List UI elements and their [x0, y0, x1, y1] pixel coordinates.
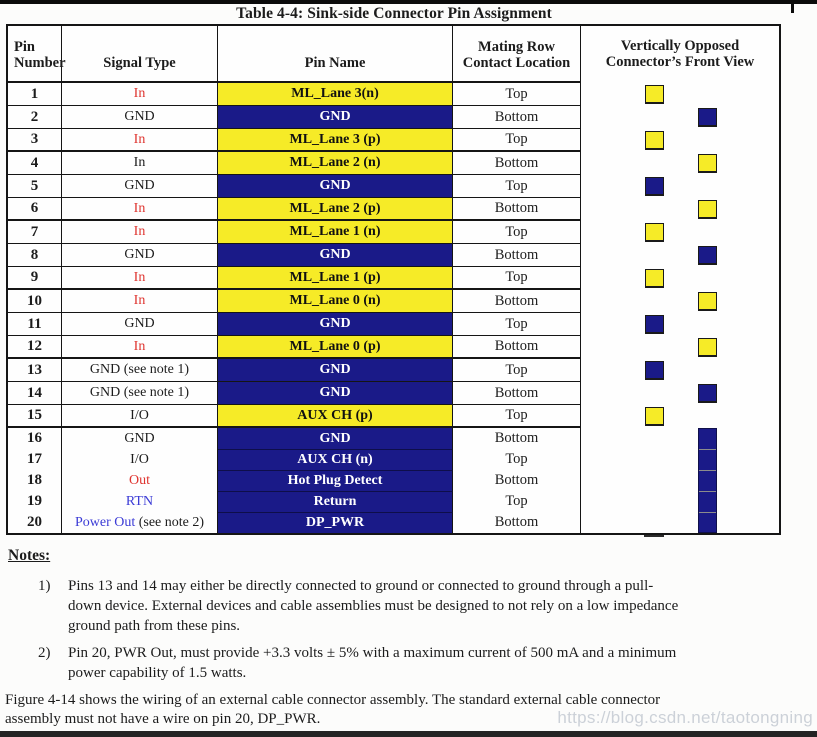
contact-square-right	[698, 200, 717, 219]
header-pin-name: Pin Name	[218, 26, 453, 81]
pin-number-cell: 19	[8, 491, 62, 512]
pin-number-cell: 7	[8, 221, 62, 243]
contact-square-left	[645, 177, 664, 196]
signal-type-cell: GND	[62, 175, 218, 197]
pin-number-cell: 14	[8, 382, 62, 404]
pin-number-cell: 17	[8, 449, 62, 470]
table-row	[8, 382, 581, 405]
table-row	[8, 198, 581, 221]
signal-type-cell: GND (see note 1)	[62, 382, 218, 404]
signal-type-cell: Power Out (see note 2)	[62, 512, 218, 533]
mating-row-cell: Top	[453, 491, 581, 512]
mating-row-cell: Bottom	[453, 106, 581, 128]
note-2-number: 2)	[38, 645, 51, 661]
table-row	[8, 175, 581, 198]
signal-type-cell: In	[62, 290, 218, 312]
pin-number-cell: 18	[8, 470, 62, 491]
signal-type-cell: I/O	[62, 405, 218, 426]
table-row	[8, 512, 581, 533]
contact-bar-pins-16-20	[698, 428, 717, 533]
table-row	[8, 221, 581, 244]
pin-name-cell: ML_Lane 2 (n)	[218, 152, 453, 174]
signal-type-cell: In	[62, 336, 218, 357]
pin-number-cell: 5	[8, 175, 62, 197]
pin-assignment-table	[6, 24, 781, 535]
mating-row-cell: Bottom	[453, 198, 581, 219]
pin-name-cell: Return	[218, 491, 453, 512]
table-row	[8, 336, 581, 359]
table-row	[8, 267, 581, 290]
contact-square-left	[645, 85, 664, 104]
note-1-text: Pins 13 and 14 may either be directly connected to ground or connected to ground through a pull- down device. External devices and cable assemblies must be designed to not rely on a low impedance ground path from these pins.	[68, 578, 679, 634]
pin-number-cell: 11	[8, 313, 62, 335]
pin-number-cell: 2	[8, 106, 62, 128]
table-row	[8, 491, 581, 512]
pin-name-cell: ML_Lane 3(n)	[218, 83, 453, 105]
contact-square-left	[645, 361, 664, 380]
pin-name-cell: Hot Plug Detect	[218, 470, 453, 491]
pin-name-cell: ML_Lane 3 (p)	[218, 129, 453, 150]
pin-name-cell: GND	[218, 175, 453, 197]
signal-type-cell: Out	[62, 470, 218, 491]
note-1	[38, 576, 788, 636]
pin-name-cell: GND	[218, 359, 453, 381]
table-row	[8, 106, 581, 129]
pin-number-cell: 3	[8, 129, 62, 150]
contact-square-right	[698, 108, 717, 127]
contact-square-left	[645, 407, 664, 426]
video-frame-artifact	[791, 0, 794, 13]
pin-number-cell: 20	[8, 512, 62, 533]
signal-type-cell: I/O	[62, 449, 218, 470]
video-frame-top-bar	[0, 0, 817, 4]
pin-number-cell: 16	[8, 428, 62, 449]
view-column-bottom-dash	[644, 535, 664, 537]
table-rows	[8, 83, 581, 533]
note-2-text: Pin 20, PWR Out, must provide +3.3 volts ± 5% with a maximum current of 500 mA and a minimum power capability of 1.5 watts.	[68, 645, 677, 681]
table-row	[8, 449, 581, 470]
table-row	[8, 290, 581, 313]
contact-square-right	[698, 338, 717, 357]
pin-number-cell: 13	[8, 359, 62, 381]
signal-type-cell: In	[62, 221, 218, 243]
connector-front-view	[581, 26, 779, 533]
table-row	[8, 428, 581, 449]
mating-row-cell: Bottom	[453, 428, 581, 449]
contact-square-left	[645, 269, 664, 288]
mating-row-cell: Top	[453, 221, 581, 243]
pin-name-cell: GND	[218, 313, 453, 335]
mating-row-cell: Bottom	[453, 336, 581, 357]
figure-caption-paragraph: Figure 4-14 shows the wiring of an external cable connector assembly. The standard external cable connector assembly must not have a wire on pin 20, DP_PWR.	[5, 692, 661, 727]
pin-number-cell: 15	[8, 405, 62, 426]
contact-square-right	[698, 154, 717, 173]
mating-row-cell: Top	[453, 129, 581, 150]
table-row	[8, 129, 581, 152]
pin-number-cell: 8	[8, 244, 62, 266]
signal-type-cell: GND	[62, 428, 218, 449]
table-row	[8, 405, 581, 428]
mating-row-cell: Top	[453, 359, 581, 381]
pin-number-cell: 1	[8, 83, 62, 105]
signal-type-cell: GND (see note 1)	[62, 359, 218, 381]
contact-square-right	[698, 246, 717, 265]
header-signal-type: Signal Type	[62, 26, 218, 81]
signal-type-cell: GND	[62, 106, 218, 128]
signal-type-cell: GND	[62, 313, 218, 335]
mating-row-cell: Bottom	[453, 512, 581, 533]
csdn-watermark: https://blog.csdn.net/taotongning	[557, 708, 813, 727]
pin-name-cell: AUX CH (n)	[218, 449, 453, 470]
pin-number-cell: 12	[8, 336, 62, 357]
signal-type-cell: In	[62, 198, 218, 219]
table-row	[8, 313, 581, 336]
mating-row-cell: Top	[453, 83, 581, 105]
mating-row-cell: Top	[453, 449, 581, 470]
pin-name-cell: DP_PWR	[218, 512, 453, 533]
table-row	[8, 359, 581, 382]
contact-square-right	[698, 384, 717, 403]
pin-name-cell: ML_Lane 1 (p)	[218, 267, 453, 288]
signal-type-cell: GND	[62, 244, 218, 266]
pin-name-cell: GND	[218, 382, 453, 404]
table-row	[8, 244, 581, 267]
signal-type-cell: In	[62, 267, 218, 288]
pin-number-cell: 4	[8, 152, 62, 174]
mating-row-cell: Bottom	[453, 290, 581, 312]
pin-name-cell: GND	[218, 428, 453, 449]
pin-name-cell: ML_Lane 0 (n)	[218, 290, 453, 312]
signal-type-cell: In	[62, 152, 218, 174]
pin-name-cell: ML_Lane 1 (n)	[218, 221, 453, 243]
table-row	[8, 152, 581, 175]
signal-type-cell: RTN	[62, 491, 218, 512]
mating-row-cell: Top	[453, 405, 581, 426]
mating-row-cell: Bottom	[453, 244, 581, 266]
mating-row-cell: Top	[453, 313, 581, 335]
pin-number-cell: 10	[8, 290, 62, 312]
mating-row-cell: Bottom	[453, 152, 581, 174]
contact-square-right	[698, 292, 717, 311]
table-row	[8, 83, 581, 106]
pin-name-cell: ML_Lane 2 (p)	[218, 198, 453, 219]
notes-heading: Notes:	[8, 547, 51, 564]
note-1-number: 1)	[38, 578, 51, 594]
pin-number-cell: 9	[8, 267, 62, 288]
table-row	[8, 470, 581, 491]
pin-number-cell: 6	[8, 198, 62, 219]
pin-name-cell: GND	[218, 244, 453, 266]
mating-row-cell: Bottom	[453, 382, 581, 404]
header-pin-number: Pin Number	[8, 26, 62, 81]
mating-row-cell: Top	[453, 267, 581, 288]
header-mating-row: Mating Row Contact Location	[453, 26, 581, 81]
header-front-view: Vertically Opposed Connector’s Front View	[605, 38, 755, 70]
note-2	[38, 643, 788, 683]
pin-name-cell: ML_Lane 0 (p)	[218, 336, 453, 357]
mating-row-cell: Bottom	[453, 470, 581, 491]
signal-type-cell: In	[62, 129, 218, 150]
pin-name-cell: AUX CH (p)	[218, 405, 453, 426]
mating-row-cell: Top	[453, 175, 581, 197]
table-title: Table 4-4: Sink-side Connector Pin Assignment	[236, 5, 552, 22]
signal-type-cell: In	[62, 83, 218, 105]
table-header-row	[8, 26, 581, 83]
contact-square-left	[645, 223, 664, 242]
pin-name-cell: GND	[218, 106, 453, 128]
video-frame-bottom-bar	[0, 731, 817, 737]
contact-square-left	[645, 315, 664, 334]
contact-square-left	[645, 131, 664, 150]
